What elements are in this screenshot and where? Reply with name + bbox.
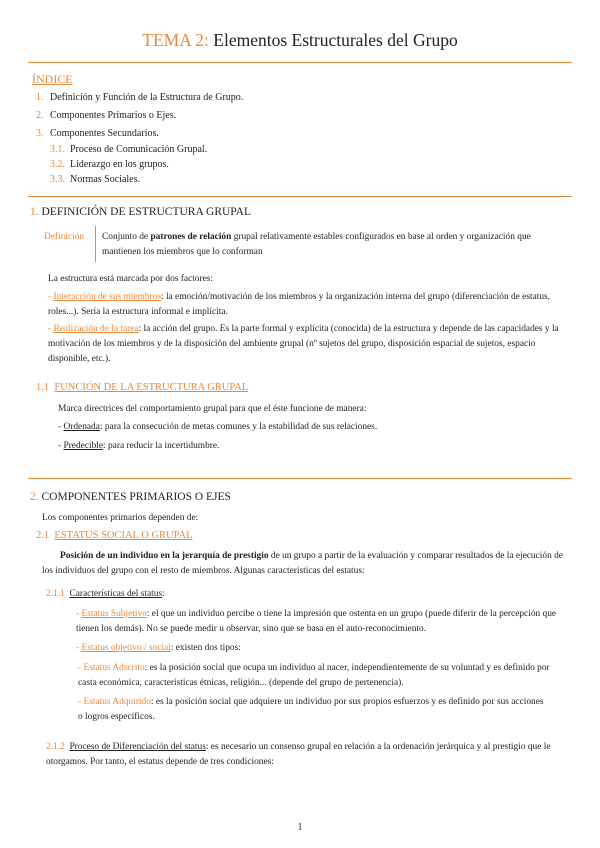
bullet-dash: - bbox=[78, 663, 84, 673]
status-type-text: : el que un individuo percibe o tiene la impresión que ostenta en un grupo (puede diferir de la percepción que tienen los demás). No se puede medir u observar, sino que se basa en el auto-reconocimiento. bbox=[76, 609, 557, 634]
section-2-intro: Los componentes primarios dependen de: bbox=[42, 513, 199, 523]
section-divider bbox=[28, 196, 572, 197]
subsection-number: 2.1.1 bbox=[46, 589, 65, 599]
subsection-number: 1.1 bbox=[36, 382, 50, 393]
index-item-label: Definición y Función de la Estructura de Grupo. bbox=[50, 92, 244, 103]
section-title: COMPONENTES PRIMARIOS O EJES bbox=[41, 491, 231, 503]
subsection-number: 2.1 bbox=[36, 530, 50, 541]
index-item-label: Liderazgo en los grupos. bbox=[70, 159, 169, 170]
subsection-title: FUNCIÓN DE LA ESTRUCTURA GRUPAL bbox=[54, 382, 249, 393]
title-divider bbox=[28, 62, 572, 63]
definition-bar bbox=[95, 226, 96, 262]
section-number: 2. bbox=[30, 491, 39, 503]
factor-text: : la acción del grupo. Es la parte formal y explícita (conocida) de la estructura y depende de las capacidades y la motivación de los miembros y de la disposición del ambiente grupal (nº sujetos del grupo, disposición espacial de sujetos, espacio disponible, etc.). bbox=[48, 324, 559, 364]
subsection-title: ESTATUS SOCIAL O GRUPAL bbox=[54, 530, 193, 541]
status-subtype-text: : es la posición social que ocupa un individuo al nacer, independientemente de su voluntad y es definido por casta económica, características étnicas, religión... (depende del grupo de pertenencia). bbox=[78, 663, 550, 688]
definition-text bbox=[102, 230, 572, 260]
title-text: Elementos Estructurales del Grupo bbox=[208, 30, 458, 50]
index-item[interactable] bbox=[36, 128, 159, 139]
status-subtype-item bbox=[78, 661, 550, 691]
function-term: Predecible bbox=[63, 441, 104, 451]
definition-bold: patrones de relación bbox=[150, 232, 232, 242]
index-item-number: 1. bbox=[36, 92, 44, 103]
subsection-1-1-heading bbox=[36, 382, 248, 393]
function-intro: Marca directrices del comportamiento grupal para que el éste funcione de manera: bbox=[58, 404, 367, 414]
bullet-dash: - bbox=[48, 324, 54, 334]
page-number: 1 bbox=[297, 822, 303, 833]
bullet-dash: - bbox=[58, 441, 64, 451]
function-item bbox=[58, 439, 219, 454]
factor-term: Interacción de sus miembros bbox=[53, 292, 161, 302]
status-type-item bbox=[76, 607, 572, 637]
status-subtype-text: : es la posición social que adquiere un individuo por sus propios esfuerzos y es definido por sus acciones o logros específicos. bbox=[78, 697, 544, 722]
section-title: DEFINICIÓN DE ESTRUCTURA GRUPAL bbox=[41, 206, 251, 218]
status-type-term: Estatus Subjetivo bbox=[81, 609, 147, 619]
factors-intro: La estructura está marcada por dos factores: bbox=[48, 274, 214, 284]
section-divider bbox=[28, 478, 572, 479]
section-number: 1. bbox=[30, 206, 39, 218]
function-text: : para reducir la incertidumbre. bbox=[103, 441, 220, 451]
index-item[interactable] bbox=[36, 110, 176, 121]
subsection-text: : es necesario un consenso grupal en relación a la ordenación jerárquica y al prestigio que le otorgamos. Por tanto, el estatus depende de tres condiciones: bbox=[46, 742, 551, 767]
index-item-label: Componentes Secundarios. bbox=[50, 128, 159, 139]
section-1-heading bbox=[30, 206, 251, 218]
subsection-2-1-2 bbox=[46, 740, 572, 770]
factor-item bbox=[48, 322, 572, 367]
index-item-number: 3.1. bbox=[50, 144, 65, 155]
bullet-dash: - bbox=[76, 609, 82, 619]
index-item[interactable] bbox=[50, 159, 169, 170]
bullet-dash: - bbox=[78, 697, 84, 707]
status-subtype-term: Estatus Adquirido bbox=[83, 697, 151, 707]
index-item-number: 3. bbox=[36, 128, 44, 139]
factor-term: Realización de la tarea bbox=[53, 324, 139, 334]
index-item-label: Componentes Primarios o Ejes. bbox=[50, 110, 177, 121]
factor-text: : la emoción/motivación de los miembros y la organización interna del grupo (diferenciación de estatus, roles...). Sería la estructura informal e implícita. bbox=[48, 292, 551, 317]
status-paragraph bbox=[42, 549, 572, 579]
status-bold: Posición de un individuo en la jerarquía de prestigio bbox=[60, 551, 269, 561]
index-item-label: Normas Sociales. bbox=[70, 174, 140, 185]
bullet-dash: - bbox=[76, 643, 82, 653]
index-item[interactable] bbox=[50, 144, 207, 155]
status-subtype-term: Estatus Adscrito bbox=[83, 663, 145, 673]
bullet-dash: - bbox=[58, 422, 64, 432]
subsection-2-1-heading bbox=[36, 530, 193, 541]
status-type-item bbox=[76, 641, 572, 656]
subsection-title: Proceso de Diferenciación del status bbox=[69, 742, 206, 752]
index-heading: ÍNDICE bbox=[32, 72, 73, 86]
subsection-title: Características del status bbox=[69, 589, 163, 599]
status-text: de un grupo a partir de la evaluación y comparar resultados de la ejecución de los individuos del grupo con el resto de miembros. Algunas características del estatus: bbox=[42, 551, 563, 576]
heading-colon: : bbox=[162, 589, 165, 599]
definition-part: grupal relativamente estables configurados en base al orden y organización que mantienen los miembros que lo conforman bbox=[102, 232, 531, 257]
function-term: Ordenada bbox=[63, 422, 100, 432]
index-item-number: 2. bbox=[36, 110, 44, 121]
page-title bbox=[0, 30, 600, 51]
index-item-label: Proceso de Comunicación Grupal. bbox=[70, 144, 208, 155]
subsection-number: 2.1.2 bbox=[46, 742, 65, 752]
bullet-dash: - bbox=[48, 292, 54, 302]
section-2-heading bbox=[30, 491, 231, 503]
index-item-number: 3.2. bbox=[50, 159, 65, 170]
index-item[interactable] bbox=[36, 92, 243, 103]
status-subtype-item bbox=[78, 695, 550, 725]
status-type-term: Estatus objetivo / social bbox=[81, 643, 171, 653]
function-text: : para la consecución de metas comunes y la estabilidad de sus relaciones. bbox=[99, 422, 378, 432]
factor-item bbox=[48, 290, 572, 320]
index-item[interactable] bbox=[50, 174, 140, 185]
index-item-number: 3.3. bbox=[50, 174, 65, 185]
title-prefix: TEMA 2: bbox=[142, 30, 209, 50]
definition-label: Definición bbox=[44, 232, 85, 242]
status-type-text: : existen dos tipos: bbox=[170, 643, 241, 653]
definition-part: Conjunto de bbox=[102, 232, 151, 242]
function-item bbox=[58, 420, 377, 435]
subsection-2-1-1-heading bbox=[46, 587, 165, 602]
